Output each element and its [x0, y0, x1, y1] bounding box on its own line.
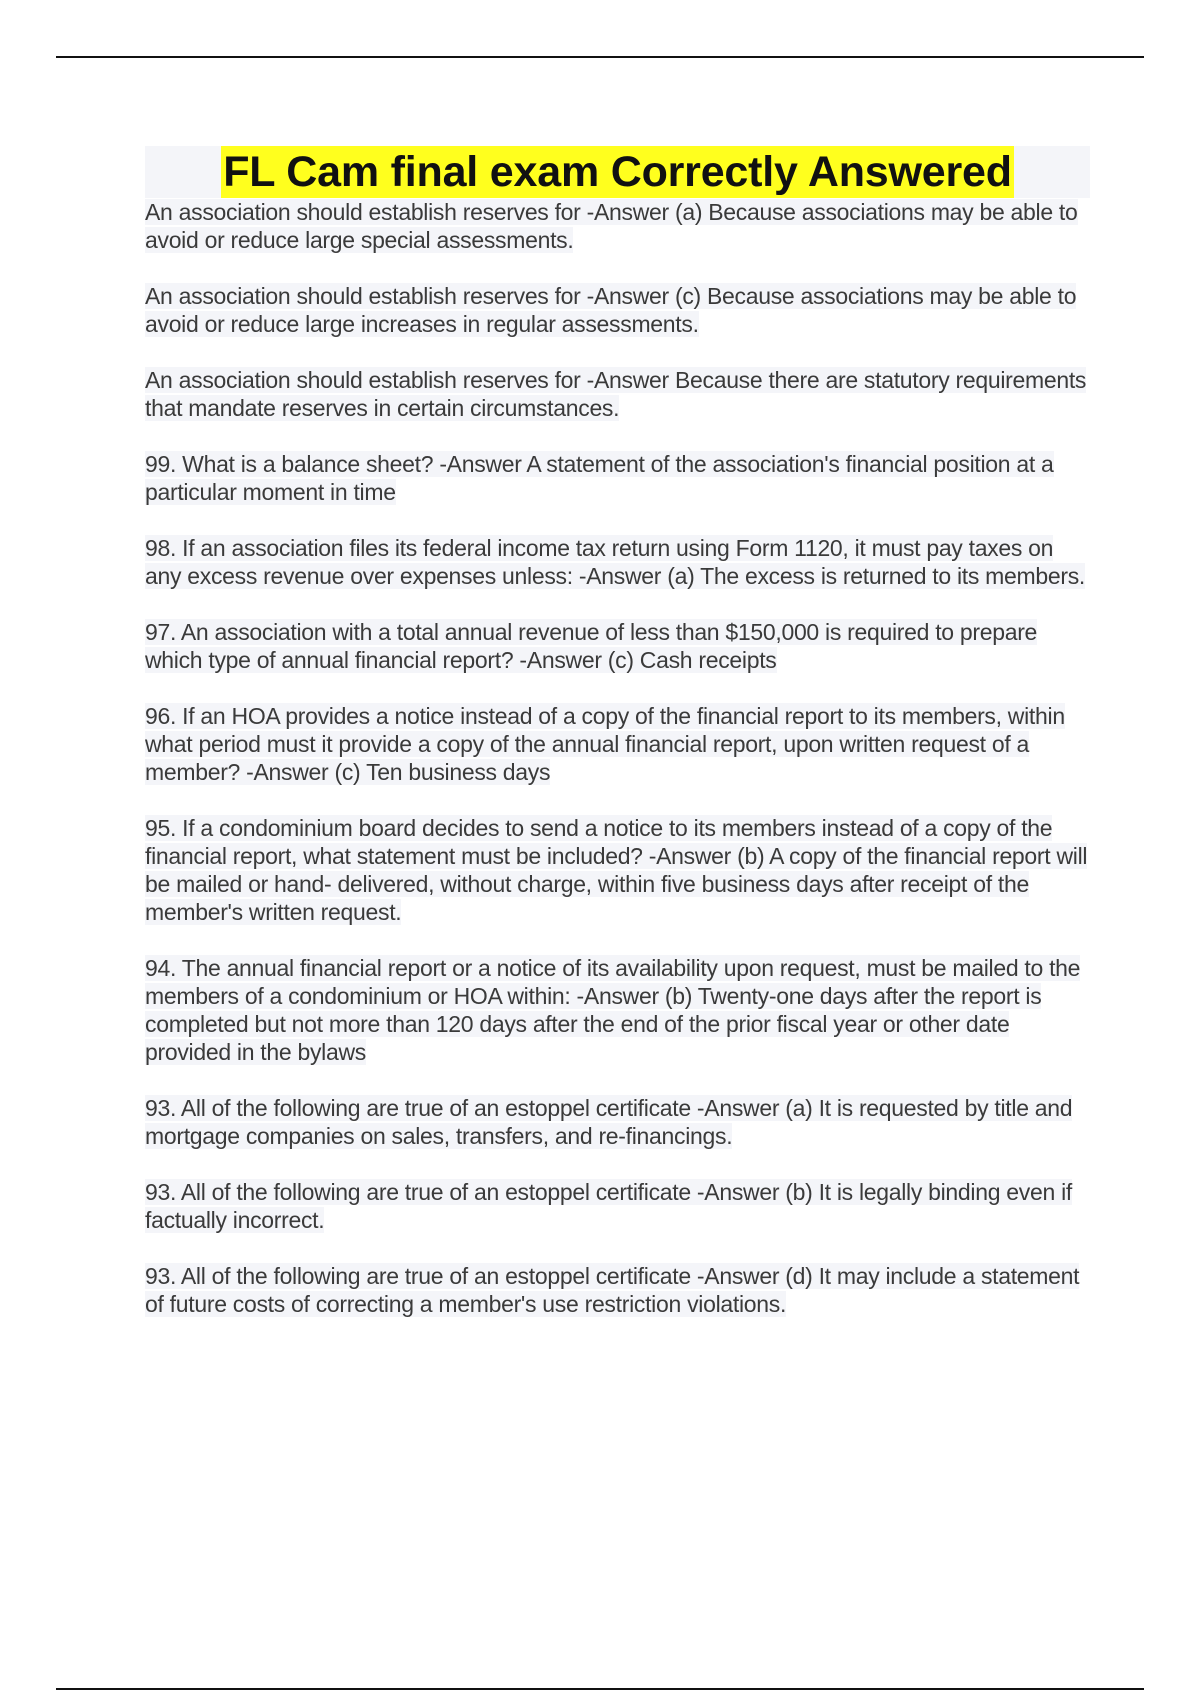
qa-entry-6	[145, 618, 1090, 674]
qa-text: 98. If an association files its federal income tax return using Form 1120, it must pay taxes on any excess revenue over expenses unless: -Answer (a) The excess is returned to its members.	[145, 535, 1085, 589]
qa-entry-3	[145, 366, 1090, 422]
qa-text: An association should establish reserves for -Answer (a) Because associations may be able to avoid or reduce large special assessments.	[145, 199, 1078, 253]
qa-text: An association should establish reserves for -Answer (c) Because associations may be able to avoid or reduce large increases in regular assessments.	[145, 283, 1077, 337]
qa-text: 97. An association with a total annual revenue of less than $150,000 is required to prepare which type of annual financial report? -Answer (c) Cash receipts	[145, 619, 1038, 673]
qa-entry-1	[145, 198, 1090, 254]
qa-text: 93. All of the following are true of an estoppel certificate -Answer (a) It is requested by title and mortgage companies on sales, transfers, and re-financings.	[145, 1095, 1073, 1149]
title-block	[145, 146, 1090, 198]
qa-entry-4	[145, 450, 1090, 506]
qa-entry-7	[145, 702, 1090, 786]
qa-text: An association should establish reserves for -Answer Because there are statutory requirements that mandate reserves in certain circumstances.	[145, 367, 1087, 421]
qa-text: 93. All of the following are true of an estoppel certificate -Answer (d) It may include a statement of future costs of correcting a member's use restriction violations.	[145, 1263, 1080, 1317]
bottom-rule	[56, 1688, 1144, 1690]
document-body	[145, 146, 1090, 1346]
qa-entry-11	[145, 1178, 1090, 1234]
qa-text: 96. If an HOA provides a notice instead of a copy of the financial report to its members, within what period must it provide a copy of the annual financial report, upon written request of a member? -Answer (c) Ten business days	[145, 703, 1065, 785]
qa-entry-8	[145, 814, 1090, 926]
qa-entry-12	[145, 1262, 1090, 1318]
qa-text: 93. All of the following are true of an estoppel certificate -Answer (b) It is legally binding even if factually incorrect.	[145, 1179, 1072, 1233]
qa-text: 95. If a condominium board decides to send a notice to its members instead of a copy of the financial report, what statement must be included? -Answer (b) A copy of the financial report will be mailed or hand- delivered, without charge, within five business days after receipt of the member's written request.	[145, 815, 1088, 925]
qa-entry-9	[145, 954, 1090, 1066]
qa-entry-10	[145, 1094, 1090, 1150]
qa-entry-5	[145, 534, 1090, 590]
qa-text: 94. The annual financial report or a notice of its availability upon request, must be mailed to the members of a condominium or HOA within: -Answer (b) Twenty-one days after the report is completed but not more than 120 days after the end of the prior fiscal year or other date provided in the bylaws	[145, 955, 1081, 1065]
qa-text: 99. What is a balance sheet? -Answer A statement of the association's financial position at a particular moment in time	[145, 451, 1054, 505]
qa-entry-2	[145, 282, 1090, 338]
top-rule	[56, 56, 1144, 58]
document-title: FL Cam final exam Correctly Answered	[223, 148, 1012, 196]
